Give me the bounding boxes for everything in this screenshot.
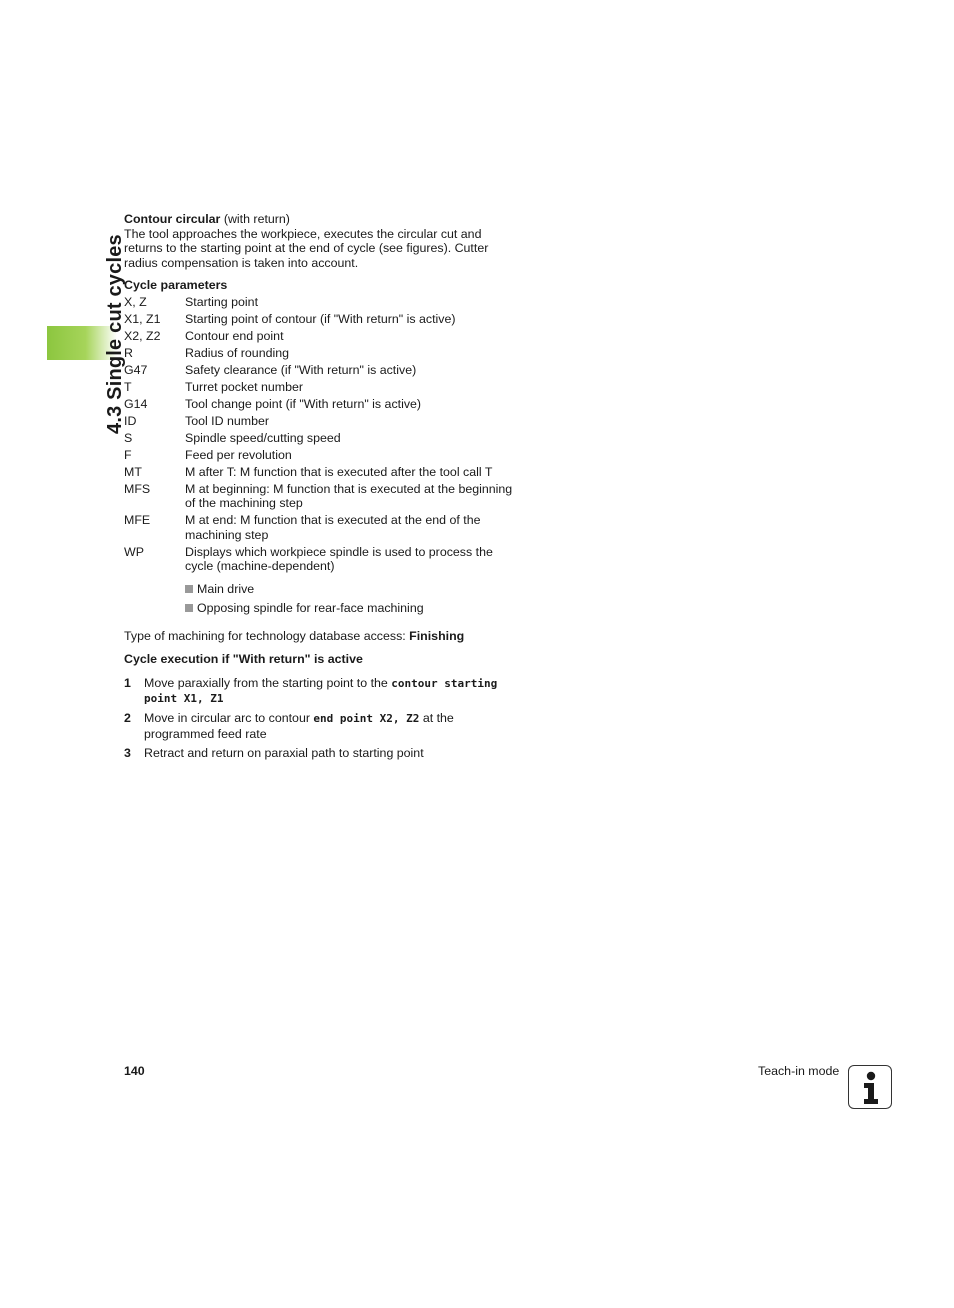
param-code: MFE [124, 513, 151, 527]
step-text: Move paraxially from the starting point to the [144, 675, 392, 690]
param-code: F [124, 447, 132, 462]
param-code: R [124, 345, 133, 360]
param-code: G14 [124, 396, 148, 411]
table-row [124, 312, 515, 329]
table-row [124, 482, 515, 514]
param-desc: Safety clearance (if "With return" is active) [185, 362, 417, 377]
param-code: S [124, 430, 133, 445]
param-desc: M at end: M function that is executed at the end of the machining step [185, 513, 481, 542]
param-desc: Starting point of contour (if "With return" is active) [185, 311, 456, 326]
table-row [124, 545, 515, 577]
param-desc: M after T: M function that is executed after the tool call T [185, 464, 493, 479]
intro-title-bold: Contour circular [124, 212, 221, 226]
param-desc: Turret pocket number [185, 379, 303, 394]
intro-title-rest: (with return) [220, 212, 290, 226]
step-text-after: at the programmed feed rate [144, 711, 454, 741]
square-bullet-icon [185, 585, 193, 593]
technology-line [124, 629, 524, 644]
cycle-execution-heading: Cycle execution if "With return" is active [124, 652, 363, 666]
wp-option-label: Main drive [197, 582, 255, 596]
intro-description: The tool approaches the workpiece, executes the circular cut and returns to the starting point at the end of cycle (see figures). Cutter radius compensation is taken into account. [124, 226, 489, 270]
param-desc: Tool change point (if "With return" is active) [185, 396, 422, 411]
wp-options-list [185, 576, 515, 616]
info-icon [848, 1065, 892, 1109]
param-desc: Starting point [185, 294, 259, 309]
table-row [124, 431, 515, 448]
param-desc: Contour end point [185, 328, 284, 343]
table-row [124, 397, 515, 414]
cycle-execution-steps [124, 676, 524, 762]
table-row [124, 414, 515, 431]
list-item [124, 711, 504, 741]
page-number: 140 [124, 1064, 145, 1078]
param-code: X, Z [124, 294, 147, 309]
param-desc: M at beginning: M function that is executed at the beginning of the machining step [185, 481, 513, 510]
param-desc: Spindle speed/cutting speed [185, 430, 341, 445]
param-desc: Radius of rounding [185, 345, 290, 360]
param-code: WP [124, 544, 144, 559]
technology-text: Type of machining for technology database access: [124, 628, 410, 643]
table-row [124, 380, 515, 397]
param-desc: Tool ID number [185, 413, 270, 428]
main-content [124, 212, 524, 761]
wp-option-label: Opposing spindle for rear-face machining [197, 601, 424, 615]
intro-title [124, 212, 524, 227]
step-text: Move in circular arc to contour [144, 711, 314, 725]
cycle-parameters-heading: Cycle parameters [124, 278, 228, 292]
technology-value: Finishing [409, 628, 465, 643]
param-code: ID [124, 413, 137, 428]
param-code: MFS [124, 481, 151, 496]
table-row [124, 295, 515, 312]
list-item [185, 601, 515, 616]
table-row [124, 576, 515, 616]
step-code: contour starting point X1, Z1 [144, 676, 498, 705]
square-bullet-icon [185, 604, 193, 612]
step-number: 3 [124, 745, 131, 760]
table-row [124, 448, 515, 465]
list-item [185, 582, 515, 597]
section-title-vertical: 4.3 Single cut cycles [104, 234, 126, 434]
param-code: G47 [124, 362, 148, 377]
param-desc: Displays which workpiece spindle is used to process the cycle (machine-dependent) [185, 544, 493, 573]
info-i-glyph [849, 1066, 893, 1110]
step-text: Retract and return on paraxial path to starting point [144, 745, 424, 760]
list-item [124, 746, 524, 762]
step-number: 1 [124, 675, 131, 690]
param-code: MT [124, 464, 142, 479]
table-row [124, 329, 515, 346]
list-item [124, 676, 514, 707]
param-code: T [124, 379, 132, 394]
table-row [124, 346, 515, 363]
step-number: 2 [124, 711, 131, 725]
param-desc: Feed per revolution [185, 447, 292, 462]
table-row [124, 513, 515, 545]
cycle-parameters-table [124, 295, 515, 616]
param-code: X1, Z1 [124, 311, 161, 326]
table-row [124, 363, 515, 380]
table-row [124, 465, 515, 482]
param-code: X2, Z2 [124, 328, 161, 343]
step-code: end point X2, Z2 [313, 712, 420, 725]
chapter-label: Teach-in mode [758, 1064, 840, 1078]
